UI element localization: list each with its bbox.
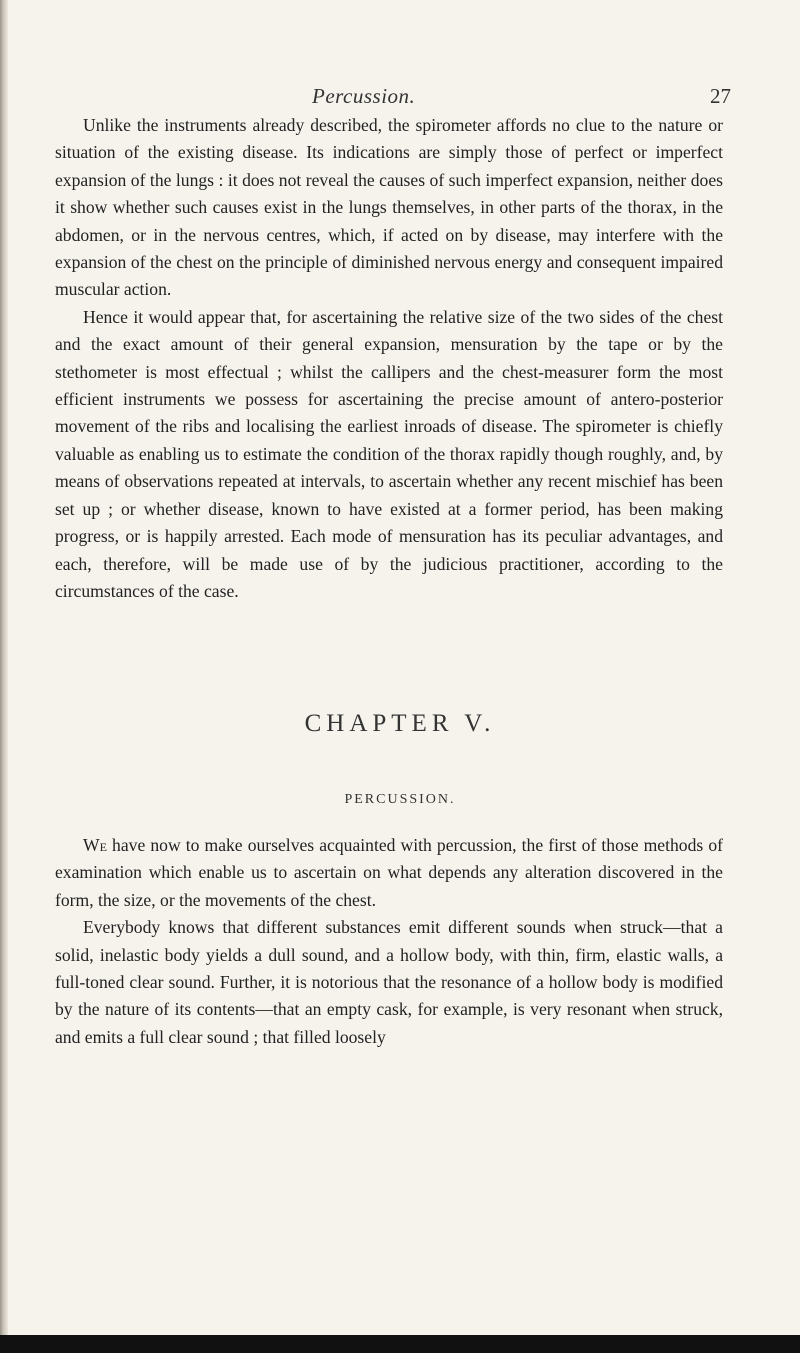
page-number: 27 [710, 84, 731, 108]
drop-cap: W [83, 835, 100, 855]
section-heading: PERCUSSION. [344, 792, 456, 807]
paragraph-intro-text: have now to make ourselves acquainted with percussion, the first of those methods of examination which enable us to ascertain on what depends any alteration discovered in the form, the size, or the movements of the chest. [55, 835, 723, 910]
paragraph-summary: Hence it would appear that, for ascertaining the relative size of the two sides of the chest and the exact amount of their general expansion, mensuration by the tape or by the stethometer is most effectual ; whilst the callipers and the chest-measurer form the most efficient instruments we possess for ascertaining the precise amount of antero-posterior movement of the ribs and localising the earliest inroads of disease. The spirometer is chiefly valuable as enabling us to estimate the condition of the thorax rapidly though roughly, and, by means of observations repeated at intervals, to ascertain whether any recent mischief has been set up ; or whether disease, known to have existed at a former period, has been making progress, or is happily arrested. Each mode of mensuration has its peculiar advantages, and each, therefore, will be made use of by the judicious practitioner, according to the circumstances of the case. [55, 306, 723, 601]
running-head [0, 82, 800, 112]
body-text-bottom [55, 832, 723, 1051]
running-title: Percussion. [312, 84, 416, 108]
page-binding-edge [0, 0, 8, 1353]
chapter-heading: CHAPTER V. [304, 710, 496, 737]
scan-bottom-edge [0, 1335, 800, 1353]
paragraph-intro [55, 832, 723, 914]
paragraph-spirometer: Unlike the instruments already described, the spirometer affords no clue to the nature or situation of the existing disease. Its indications are simply those of perfect or imperfect expansion of the lungs : it does not reveal the causes of such imperfect expansion, neither does it show whether such causes exist in the lungs themselves, in other parts of the thorax, in the abdomen, or in the nervous centres, which, if acted on by disease, may interfere with the expansion of the chest on the principle of diminished nervous energy and consequent impaired muscular action. [55, 115, 723, 300]
first-word-rest: e [99, 835, 107, 855]
paragraph-sounds: Everybody knows that different substances emit different sounds when struck—that a solid, inelastic body yields a dull sound, and a hollow body, with thin, firm, elastic walls, a full-toned clear sound. Further, it is notorious that the resonance of a hollow body is modified by the nature of its contents—that an empty cask, for example, is very resonant when struck, and emits a full clear sound ; that filled loosely [55, 917, 723, 1047]
body-text-top [55, 112, 723, 605]
